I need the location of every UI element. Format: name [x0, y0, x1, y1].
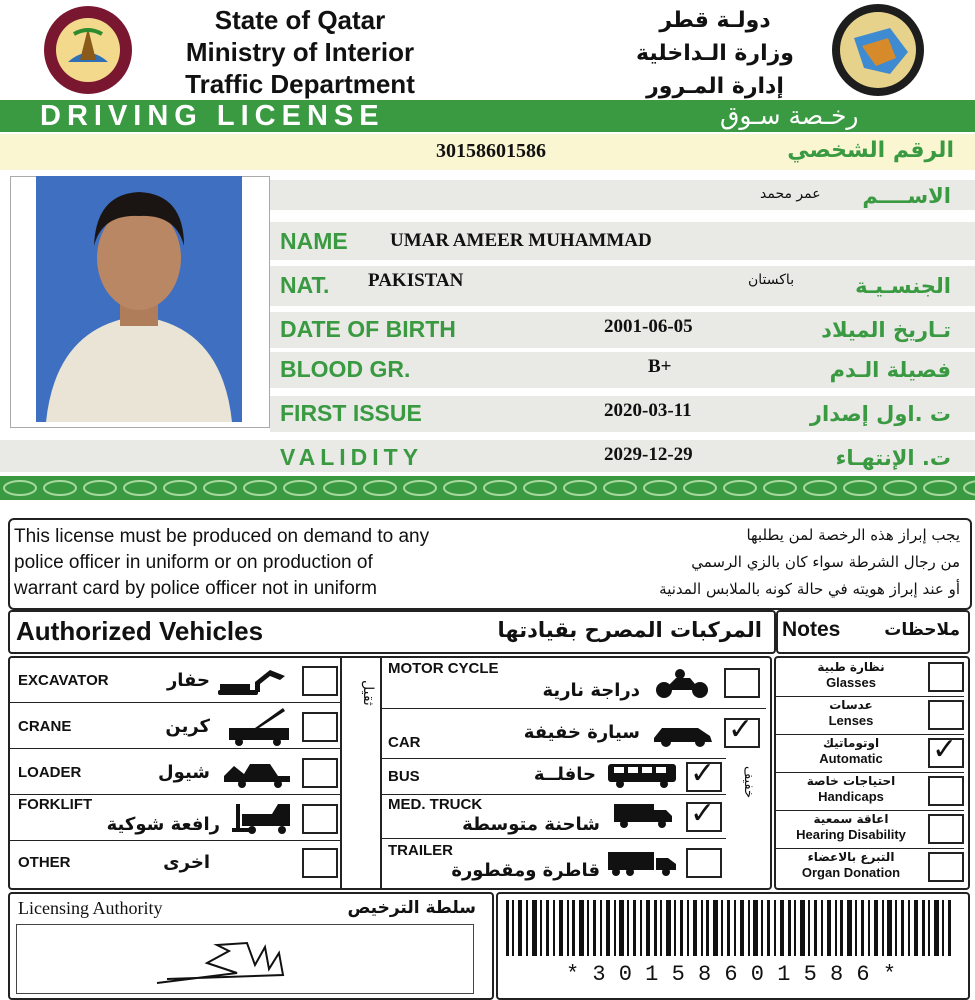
blood-group-value: B+: [648, 356, 672, 377]
vehicle-label-ar: سيارة خفيفة: [523, 722, 640, 743]
vehicle-label: BUS: [388, 768, 420, 785]
note-label-en: Organ Donation: [801, 865, 901, 880]
vehicle-checkbox[interactable]: [686, 762, 722, 792]
vehicle-checkbox[interactable]: [686, 848, 722, 878]
note-label-en: Hearing Disability: [796, 827, 906, 842]
name-value: UMAR AMEER MUHAMMAD: [390, 230, 652, 251]
vehicle-label-ar: دراجة نارية: [542, 680, 640, 701]
vehicle-row-loader: [10, 748, 340, 795]
note-checkbox[interactable]: [928, 662, 964, 692]
ornament-band: [0, 476, 975, 500]
vehicle-label: EXCAVATOR: [18, 672, 109, 689]
name-label-ar: الاســــم: [862, 184, 951, 208]
vehicle-label: MED. TRUCK: [388, 796, 483, 813]
vehicle-checkbox[interactable]: [302, 804, 338, 834]
note-label: [776, 736, 926, 766]
dob-label-ar: تـاريخ الميلاد: [821, 318, 951, 342]
note-row-handicaps: [776, 772, 964, 811]
signature-mark: [17, 925, 473, 993]
note-label-ar: اوتوماتيك: [822, 736, 880, 750]
vehicle-label-ar: قاطرة ومقطورة: [451, 860, 600, 881]
vehicle-checkbox[interactable]: [302, 666, 338, 696]
authority-label-ar: سلطة الترخيص: [347, 898, 476, 918]
signature-box: [16, 924, 474, 994]
header-english: [150, 4, 450, 100]
notice-line-ar: من رجال الشرطة سواء كان بالزي الرسمي: [691, 553, 960, 571]
note-checkbox[interactable]: [928, 814, 964, 844]
notice-arabic: [520, 522, 960, 603]
note-label: [776, 850, 926, 880]
first-issue-value: 2020-03-11: [604, 400, 692, 421]
authorized-title-ar: المركبات المصرح بقيادتها: [497, 618, 762, 642]
note-label-en: Automatic: [819, 751, 883, 766]
car-icon: [652, 720, 714, 748]
holder-photo: [36, 176, 242, 422]
vehicle-label: OTHER: [18, 854, 71, 871]
notice-line: warrant card by police officer not in uniform: [14, 578, 377, 599]
note-label-en: Glasses: [826, 675, 876, 690]
note-checkbox[interactable]: [928, 700, 964, 730]
first-issue-label-ar: ت .اول إصدار: [809, 402, 951, 426]
vehicle-row-motorcycle: [380, 656, 766, 709]
divider-light-ar: خفيف: [741, 766, 756, 798]
name-label: NAME: [280, 228, 348, 254]
vehicle-row-crane: [10, 702, 340, 749]
note-checkbox[interactable]: [928, 776, 964, 806]
crane-truck-icon: [225, 706, 295, 746]
motorcycle-icon: [654, 668, 712, 700]
vehicle-label: FORKLIFT: [18, 796, 93, 813]
validity-label: VALIDITY: [280, 444, 424, 470]
header-ministry-ar: وزارة الـداخلية: [636, 41, 794, 66]
vehicle-row-trailer: [380, 838, 726, 884]
validity-value: 2029-12-29: [604, 444, 693, 465]
vehicle-label-ar: اخرى: [163, 852, 210, 873]
vehicle-checkbox[interactable]: [724, 668, 760, 698]
nationality-value: PAKISTAN: [368, 270, 464, 291]
dob-label: DATE OF BIRTH: [280, 316, 456, 342]
barcode-text: * 3 0 1 5 8 6 0 1 5 8 6 *: [565, 962, 897, 987]
authorized-title: Authorized Vehicles: [16, 616, 264, 646]
bus-icon: [606, 762, 680, 788]
vehicle-label: LOADER: [18, 764, 82, 781]
notice-line-ar: أو عند إبراز هويته في حالة كونه بالملابس المدنية: [659, 580, 960, 598]
vehicle-row-forklift: [10, 794, 340, 841]
vehicle-label-ar: شيول: [158, 762, 210, 783]
vehicle-checkbox[interactable]: [686, 802, 722, 832]
blood-group-label: BLOOD GR.: [280, 356, 411, 382]
gcc-emblem-logo: [818, 2, 938, 98]
header-arabic: [600, 4, 830, 103]
vehicle-label-ar: شاحنة متوسطة: [462, 814, 600, 835]
license-title-ar: رخـصة سـوق: [720, 101, 859, 130]
license-title: DRIVING LICENSE: [40, 100, 385, 132]
note-label: [776, 698, 926, 728]
trailer-truck-icon: [606, 850, 678, 878]
note-label-en: Handicaps: [818, 789, 884, 804]
note-label-ar: احتياجات خاصة: [806, 774, 896, 788]
vehicle-row-car: [380, 708, 726, 759]
header-state: State of Qatar: [214, 5, 386, 35]
blood-group-label-ar: فصيلة الـدم: [829, 358, 951, 382]
vehicle-label-ar: كرين: [165, 716, 210, 737]
header-state-ar: دولـة قطر: [659, 8, 771, 33]
header-department-ar: إدارة المـرور: [646, 74, 784, 99]
header-ministry: Ministry of Interior: [185, 37, 415, 67]
vehicle-row-bus: [380, 758, 726, 795]
vehicle-label: TRAILER: [388, 842, 453, 859]
row-strip: [0, 440, 975, 472]
vehicle-label: CAR: [388, 734, 421, 751]
header-department: Traffic Department: [185, 69, 415, 99]
excavator-icon: [210, 666, 290, 696]
vehicle-label-ar: حفار: [166, 670, 210, 691]
validity-label-ar: ت. الإنتهـاء: [835, 446, 951, 470]
note-label-en: Lenses: [828, 713, 874, 728]
note-row-organ: [776, 848, 964, 884]
vehicle-checkbox[interactable]: [302, 758, 338, 788]
note-label-ar: عدسات: [829, 698, 873, 712]
note-label-ar: نظارة طبية: [817, 660, 885, 674]
divider-heavy-ar: ثقيل: [360, 680, 376, 706]
forklift-icon: [232, 800, 296, 836]
qatar-emblem-logo: [28, 4, 148, 96]
note-row-glasses: [776, 658, 964, 697]
dob-value: 2001-06-05: [604, 316, 693, 337]
note-label-ar: اعاقة سمعية: [813, 812, 889, 826]
note-label-ar: التبرع بالاعضاء: [807, 850, 895, 864]
personal-id-number: 30158601586: [436, 140, 546, 162]
notes-title: Notes: [782, 618, 841, 641]
first-issue-label: FIRST ISSUE: [280, 400, 422, 426]
nationality-label: NAT.: [280, 272, 330, 298]
loader-icon: [220, 756, 296, 788]
truck-icon: [612, 802, 674, 830]
vehicle-checkbox[interactable]: [302, 848, 338, 878]
note-row-lenses: [776, 696, 964, 735]
notice-line: This license must be produced on demand to any: [14, 526, 430, 547]
vehicle-checkbox[interactable]: [724, 718, 760, 748]
nationality-label-ar: الجنسـيـة: [855, 274, 951, 298]
note-label: [776, 812, 926, 842]
vehicle-label: MOTOR CYCLE: [388, 660, 499, 677]
vehicle-label: CRANE: [18, 718, 72, 735]
vehicle-row-med-truck: [380, 794, 726, 839]
note-row-hearing: [776, 810, 964, 849]
nationality-value-ar: باكستان: [748, 272, 795, 288]
authority-label: Licensing Authority: [18, 898, 163, 918]
vehicle-label-ar: حافلــة: [533, 764, 596, 785]
note-checkbox[interactable]: [928, 852, 964, 882]
personal-id-label-ar: الرقم الشخصي: [787, 138, 954, 163]
vehicle-row-other: [10, 840, 340, 884]
notice-english: [14, 524, 554, 602]
note-label: [776, 660, 926, 690]
note-checkbox[interactable]: [928, 738, 964, 768]
notice-line: police officer in uniform or on production of: [14, 552, 373, 573]
vehicle-checkbox[interactable]: [302, 712, 338, 742]
vehicle-row-excavator: [10, 656, 340, 703]
note-label: [776, 774, 926, 804]
name-value-ar: عمر محمد: [760, 186, 821, 202]
barcode: [506, 900, 956, 956]
note-row-automatic: [776, 734, 964, 773]
notes-title-ar: ملاحظات: [884, 620, 960, 640]
notice-line-ar: يجب إبراز هذه الرخصة لمن يطلبها: [746, 526, 960, 544]
vehicle-label-ar: رافعة شوكية: [106, 814, 220, 835]
